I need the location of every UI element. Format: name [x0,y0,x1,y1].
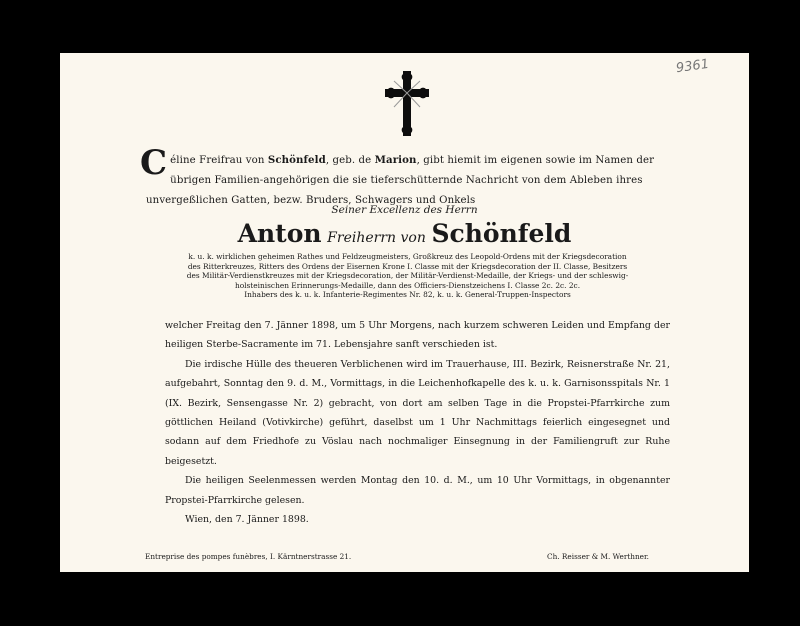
noble-title: Freiherrn von [327,230,426,246]
honors-line: des Ritterkreuzes, Ritters des Ordens der Eisernen Krone I. Classe mit der Kriegsdecoration der II. Classe, Besitzers [187,261,628,271]
initial-letter: C [140,143,168,183]
honors-line: Inhabers des k. u. k. Infanterie-Regimentes Nr. 82, k. u. k. General-Truppen-Inspectors [244,290,571,300]
maiden-name: Marion [374,154,417,166]
family-name: Schönfeld [267,154,326,166]
printer: Ch. Reisser & M. Werthner. [547,552,649,561]
first-name: Anton [237,219,322,248]
intro-text-a: éline Freifrau von [170,155,268,166]
announcement-body [165,316,670,529]
archive-number: 9361 [675,56,710,77]
deceased-name [60,219,749,248]
funeral-paragraph: Die irdische Hülle des theueren Verblichenen wird im Trauerhause, III. Bezirk, Reisnerstraße Nr. 21, aufgebahrt, Sonntag den 9. d. M., Vormittags, in die Leichenhofkapelle des k. u. k. Garnisonsspitals Nr. 1 (IX. Bezirk, Sensengasse Nr. 2) gebracht, von dort am selben Tage in die Propstei-Pfarrkirche zum göttlichen Heiland (Votivkirche) geführt, daselbst um 1 Uhr Nachmittags feierlich eingesegnet und sodann auf dem Friedhofe zu Vöslau nach nochmaliger Einsegnung in der Familiengruft zur Ruhe beigesetzt. [165,358,670,467]
honors-line: des Militär-Verdienstkreuzes mit der Kriegsdecoration, der Militär-Verdienst-Medaille, der Kriegs- und der schleswig- [186,271,629,281]
honors-list [165,252,650,300]
honors-line: k. u. k. wirklichen geheimen Rathes und Feldzeugmeisters, Großkreuz des Leopold-Ordens mit der Kriegsdecoration [188,252,627,261]
last-name: Schönfeld [431,219,572,248]
honors-line: holsteinischen Erinnerungs-Medaille, dann des Officiers-Dienstzeichens I. Classe 2c. 2c. 2c. [234,280,581,290]
place-date: Wien, den 7. Jänner 1898. [185,514,309,526]
intro-text-c: , gibt hiemit im eigenen sowie im Namen der übrigen Familien-angehörigen die sie tieferschütternde Nachricht von dem Ableben ihres unvergeßlichen Gatten, bezw. Bruders, Schwagers und Onkels [146,155,655,206]
funeral-company: Entreprise des pompes funèbres, I. Kärntnerstrasse 21. [145,552,352,561]
obituary-card [60,53,749,572]
mass-paragraph: Die heiligen Seelenmessen werden Montag den 10. d. M., um 10 Uhr Vormittags, in obgenannter Propstei-Pfarrkirche gelesen. [165,475,670,506]
footer [145,552,649,561]
excellency-line: Seiner Excellenz des Herrn [331,204,478,216]
intro-text-b: , geb. de [325,155,375,166]
intro-paragraph [140,143,666,211]
death-paragraph: welcher Freitag den 7. Jänner 1898, um 5 Uhr Morgens, nach kurzem schweren Leiden und Empfang der heiligen Sterbe-Sacramente im 71. Lebensjahre sanft verschieden ist. [165,320,670,351]
cross-icon [380,69,434,141]
